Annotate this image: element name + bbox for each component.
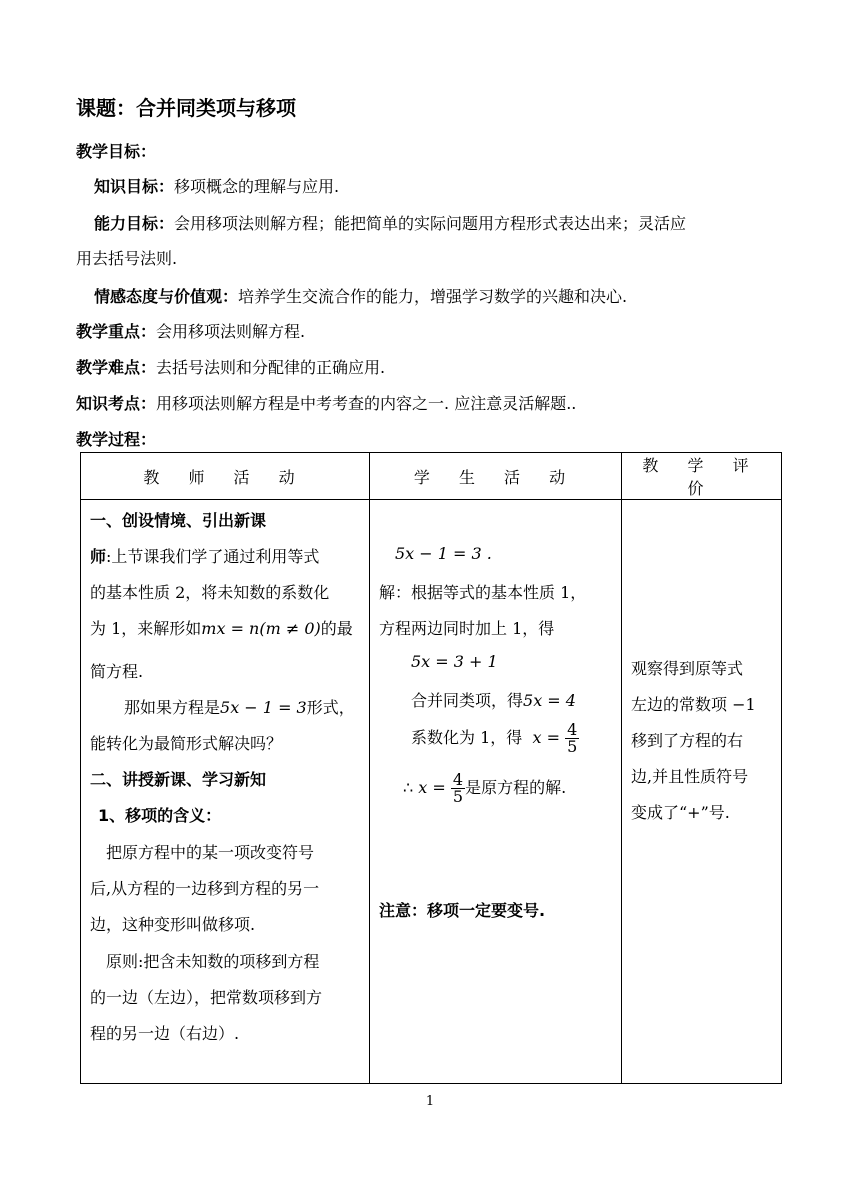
evaluation-line-2: 左边的常数项 −1 xyxy=(631,695,756,714)
student-activity-cell xyxy=(370,500,622,1084)
teacher-activity-cell xyxy=(81,500,370,1084)
difficulty-label: 教学难点： xyxy=(76,358,157,377)
definition-line-2: 后,从方程的一边移到方程的另一 xyxy=(90,879,320,898)
exam-point-label: 知识考点： xyxy=(76,394,157,413)
definition-line-3: 边，这种变形叫做移项. xyxy=(90,915,256,934)
student-step-combine xyxy=(411,688,576,711)
fraction-four-fifths xyxy=(565,722,579,755)
exam-point-text: 用移项法则解方程是中考考查的内容之一. 应注意灵活解题.. xyxy=(156,394,577,413)
difficulty xyxy=(76,355,385,378)
header-student-activity: 学 生 活 动 xyxy=(370,453,622,500)
teacher-line-5-a: 那如果方程是 xyxy=(124,698,221,717)
evaluation-line-3: 移到了方程的右 xyxy=(631,731,744,750)
teacher-line-5 xyxy=(124,695,355,718)
student-conclusion-eq: x = xyxy=(418,778,446,797)
knowledge-goal xyxy=(94,174,339,197)
evaluation-line-4: 边,并且性质符号 xyxy=(631,767,749,786)
key-point-text: 会用移项法则解方程. xyxy=(156,322,306,341)
principle-line-2: 的一边（左边），把常数项移到方 xyxy=(90,988,323,1007)
student-line-1: 解：根据等式的基本性质 1， xyxy=(379,583,587,602)
evaluation-line-1: 观察得到原等式 xyxy=(631,659,744,678)
principle-line-1: 原则:把含未知数的项移到方程 xyxy=(106,952,320,971)
process-heading: 教学过程： xyxy=(76,430,157,449)
teacher-line-1 xyxy=(90,544,319,567)
evaluation-line-5: 变成了“+”号. xyxy=(631,803,730,822)
table-body-row xyxy=(81,500,782,1084)
student-step-combine-label: 合并同类项，得 xyxy=(411,691,524,710)
student-line-2: 方程两边同时加上 1，得 xyxy=(379,619,555,638)
teaching-process-table xyxy=(80,452,782,1084)
difficulty-text: 去括号法则和分配律的正确应用. xyxy=(156,358,386,377)
affective-goal-label: 情感态度与价值观： xyxy=(94,287,239,306)
student-step-coefficient-eq: x = xyxy=(532,728,560,747)
exam-point xyxy=(76,391,576,414)
student-conclusion xyxy=(403,772,566,805)
example-equation: 5x − 1 = 3 xyxy=(220,698,307,717)
affective-goal-text: 培养学生交流合作的能力，增强学习数学的兴趣和决心. xyxy=(238,287,628,306)
ability-goal xyxy=(94,211,686,234)
knowledge-goal-label: 知识目标： xyxy=(94,177,175,196)
student-conclusion-text: 是原方程的解. xyxy=(465,778,567,797)
definition-line-1: 把原方程中的某一项改变符号 xyxy=(106,843,315,862)
student-step-coefficient xyxy=(411,722,579,755)
objectives-heading: 教学目标： xyxy=(76,142,157,161)
fraction-numerator: 4 xyxy=(567,720,578,739)
section-2-heading: 二、讲授新课、学习新知 xyxy=(90,770,267,789)
teacher-line-3-b: 的最 xyxy=(320,619,353,638)
fraction-denominator: 5 xyxy=(567,737,578,756)
teacher-line-3 xyxy=(90,616,353,639)
ability-goal-continued: 用去括号法则. xyxy=(76,249,178,268)
fraction-numerator-2: 4 xyxy=(452,770,464,789)
student-step-combine-eq: 5x = 4 xyxy=(523,691,576,710)
student-step-add: 5x = 3 + 1 xyxy=(411,652,498,671)
ability-goal-label: 能力目标： xyxy=(94,214,175,233)
teacher-line-4: 简方程. xyxy=(90,662,144,681)
section-1-heading: 一、创设情境、引出新课 xyxy=(90,511,267,530)
header-teacher-activity: 教 师 活 动 xyxy=(81,453,370,500)
student-note: 注意：移项一定要变号. xyxy=(379,901,546,920)
teacher-line-2: 的基本性质 2，将未知数的系数化 xyxy=(90,583,330,602)
ability-goal-text: 会用移项法则解方程；能把简单的实际问题用方程形式表达出来；灵活应 xyxy=(174,214,687,233)
student-step-coefficient-label: 系数化为 1，得 xyxy=(411,728,523,747)
key-point-label: 教学重点： xyxy=(76,322,157,341)
evaluation-cell xyxy=(622,500,782,1084)
affective-goal xyxy=(94,284,627,307)
fraction-four-fifths-2 xyxy=(451,772,465,805)
student-equation: 5x − 1 = 3 . xyxy=(395,544,492,563)
teacher-line-6: 能转化为最简形式解决吗？ xyxy=(90,734,283,753)
teacher-line-3-a: 为 1，来解形如 xyxy=(90,619,202,638)
teacher-line-1-text: :上节课我们学了通过利用等式 xyxy=(106,547,320,566)
teacher-label: 师 xyxy=(90,547,107,566)
simple-equation-form: mx = n(m ≠ 0) xyxy=(201,619,321,638)
teacher-line-5-b: 形式， xyxy=(306,698,355,717)
page-number: 1 xyxy=(425,1094,435,1109)
fraction-denominator-2: 5 xyxy=(452,787,464,806)
subsection-1-heading: 1、移项的含义： xyxy=(98,806,222,825)
table-header-row xyxy=(81,453,782,500)
knowledge-goal-text: 移项概念的理解与应用. xyxy=(174,177,340,196)
principle-line-3: 程的另一边（右边）. xyxy=(90,1024,240,1043)
therefore-symbol: ∴ xyxy=(403,778,414,797)
lesson-title: 课题：合并同类项与移项 xyxy=(76,96,296,120)
header-evaluation: 教 学 评 价 xyxy=(622,453,782,500)
key-point xyxy=(76,319,305,342)
